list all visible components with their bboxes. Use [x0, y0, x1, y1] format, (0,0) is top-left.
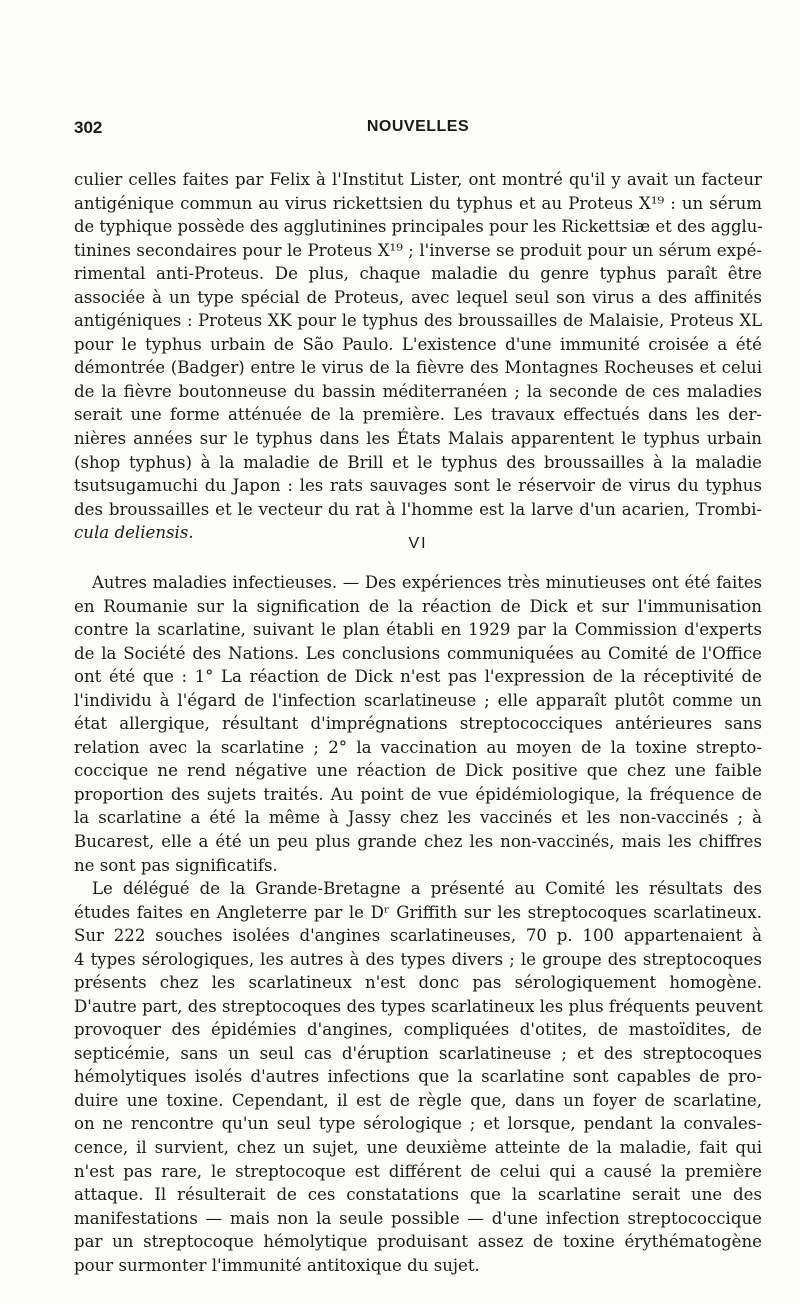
- text-line: de la Société des Nations. Les conclusions communiquées au Comité de l'Office: [74, 643, 762, 663]
- text-line: proportion des sujets traités. Au point de vue épidémiologique, la fréquence de: [74, 784, 762, 804]
- text-line: démontrée (Badger) entre le virus de la fièvre des Montagnes Rocheuses et celui: [74, 358, 762, 378]
- text-line: présents chez les scarlatineux n'est donc pas sérologiquement homogène.: [74, 973, 762, 993]
- text-line: des broussailles et le vecteur du rat à l'homme est la larve d'un acarien, Trombi-: [74, 499, 762, 519]
- text-line: septicémie, sans un seul cas d'éruption scarlatineuse ; et des streptocoques: [74, 1043, 762, 1063]
- text-line: nières années sur le typhus dans les États Malais apparentent le typhus urbain: [74, 429, 762, 449]
- text-line: de la fièvre boutonneuse du bassin méditerranéen ; la seconde de ces maladies: [74, 381, 762, 401]
- text-line: duire une toxine. Cependant, il est de règle que, dans un foyer de scarlatine,: [74, 1090, 762, 1110]
- text-line: l'individu à l'égard de l'infection scarlatineuse ; elle apparaît plutôt comme un: [74, 690, 762, 710]
- paragraph-typhus: [74, 168, 762, 545]
- text-line: antigénique commun au virus rickettsien du typhus et au Proteus X¹⁹ : un sérum: [74, 193, 762, 213]
- text-line: associée à un type spécial de Proteus, avec lequel seul son virus a des affinités: [74, 287, 762, 307]
- text-line: de typhique possède des agglutinines principales pour les Rickettsiæ et des agglu-: [74, 217, 763, 237]
- text-line: antigéniques : Proteus XK pour le typhus des broussailles de Malaisie, Proteus XL: [74, 311, 762, 331]
- paragraph-great-britain: [74, 877, 762, 1277]
- page-number: 302: [74, 118, 103, 137]
- running-title: NOUVELLES: [366, 118, 470, 135]
- text-line: on ne rencontre qu'un seul type sérologique ; et lorsque, pendant la convales-: [74, 1114, 762, 1134]
- text-line: cence, il survient, chez un sujet, une deuxième atteinte de la maladie, fait qui: [74, 1138, 762, 1158]
- text-line: état allergique, résultant d'imprégnations streptococciques antérieures sans: [74, 714, 762, 734]
- text-line: culier celles faites par Felix à l'Institut Lister, ont montré qu'il y avait un facteur: [74, 170, 762, 189]
- text-line: coccique ne rend négative une réaction de Dick positive que chez une faible: [74, 761, 762, 781]
- text-line: n'est pas rare, le streptocoque est différent de celui qui a causé la première: [74, 1161, 762, 1181]
- text-line: Le délégué de la Grande-Bretagne a présenté au Comité les résultats des: [92, 879, 762, 898]
- page-header: [74, 118, 762, 144]
- text-line: provoquer des épidémies d'angines, compliquées d'otites, de mastoïdites, de: [74, 1020, 762, 1040]
- text-line: la scarlatine a été la même à Jassy chez les vaccinés et les non-vaccinés ; à: [74, 808, 762, 828]
- text-line: tinines secondaires pour le Proteus X¹⁹ ; l'inverse se produit pour un sérum expé-: [74, 240, 762, 260]
- text-line: tsutsugamuchi du Japon : les rats sauvages sont le réservoir de virus du typhus: [74, 476, 762, 496]
- text-line: cula deliensis.: [74, 523, 194, 543]
- text-line: Autres maladies infectieuses. — Des expériences très minutieuses ont été faites: [92, 573, 762, 592]
- text-line: contre la scarlatine, suivant le plan établi en 1929 par la Commission d'experts: [74, 620, 762, 640]
- text-line: serait une forme atténuée de la première. Les travaux effectués dans les der-: [74, 405, 762, 425]
- text-line: relation avec la scarlatine ; 2° la vaccination au moyen de la toxine strepto-: [74, 737, 762, 757]
- text-line: Sur 222 souches isolées d'angines scarlatineuses, 70 p. 100 appartenaient à: [74, 926, 762, 946]
- text-line: rimental anti-Proteus. De plus, chaque maladie du genre typhus paraît être: [74, 264, 762, 284]
- text-line: par un streptocoque hémolytique produisant assez de toxine érythématogène: [74, 1232, 762, 1252]
- text-line: pour le typhus urbain de São Paulo. L'existence d'une immunité croisée a été: [74, 334, 762, 354]
- section-heading: VI: [408, 535, 428, 552]
- text-line: hémolytiques isolés d'autres infections que la scarlatine sont capables de pro-: [74, 1067, 762, 1087]
- text-line: en Roumanie sur la signification de la réaction de Dick et sur l'immunisation: [74, 596, 762, 616]
- text-line: manifestations — mais non la seule possible — d'une infection streptococcique: [74, 1208, 762, 1228]
- text-line: ont été que : 1° La réaction de Dick n'est pas l'expression de la réceptivité de: [74, 667, 762, 687]
- text-line: 4 types sérologiques, les autres à des types divers ; le groupe des streptocoques: [74, 949, 762, 969]
- text-line: attaque. Il résulterait de ces constatations que la scarlatine serait une des: [74, 1185, 762, 1205]
- text-line: études faites en Angleterre par le Dʳ Griffith sur les streptocoques scarlatineux.: [74, 902, 762, 922]
- text-line: D'autre part, des streptocoques des types scarlatineux les plus fréquents peuvent: [74, 996, 763, 1016]
- text-line: (shop typhus) à la maladie de Brill et le typhus des broussailles à la maladie: [74, 452, 762, 472]
- paragraph-infectious-diseases: [74, 571, 762, 877]
- text-line: ne sont pas significatifs.: [74, 855, 278, 875]
- text-line: Bucarest, elle a été un peu plus grande chez les non-vaccinés, mais les chiffres: [74, 832, 762, 852]
- text-line: pour surmonter l'immunité antitoxique du sujet.: [74, 1255, 480, 1275]
